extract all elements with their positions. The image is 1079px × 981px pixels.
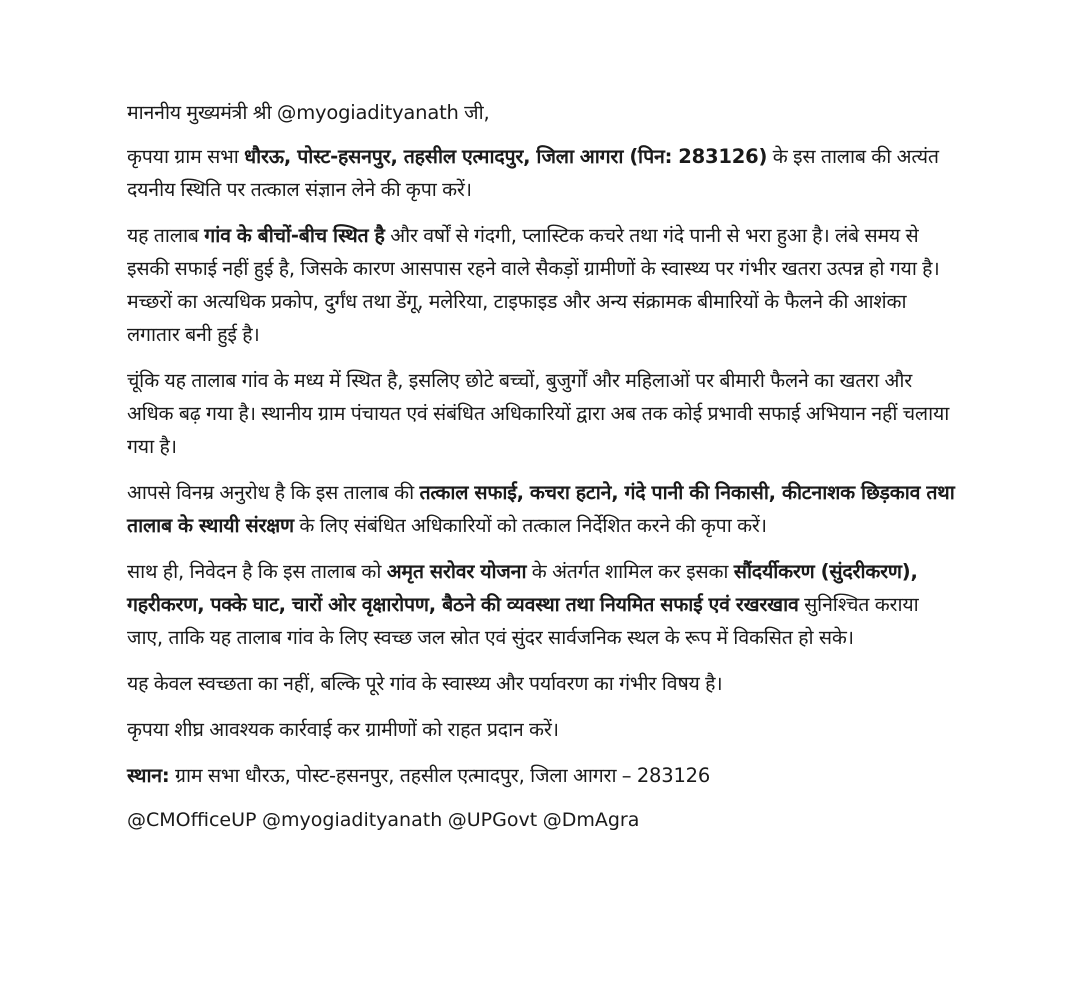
p5-bold-scheme: अमृत सरोवर योजना bbox=[386, 560, 527, 583]
paragraph-4 bbox=[127, 476, 957, 542]
paragraph-7: कृपया शीघ्र आवश्यक कार्रवाई कर ग्रामीणों को राहत प्रदान करें। bbox=[127, 718, 559, 741]
place-line bbox=[127, 759, 957, 792]
p4-text-1: आपसे विनम्र अनुरोध है कि इस तालाब की bbox=[127, 481, 420, 504]
p4-bold-request: तत्काल सफाई, कचरा हटाने, गंदे पानी की निकासी, कीटनाशक छिड़काव तथा तालाब के स्थायी संरक्षण bbox=[127, 481, 955, 537]
place-label: स्थान: bbox=[127, 764, 170, 787]
paragraph-6: यह केवल स्वच्छता का नहीं, बल्कि पूरे गांव के स्वास्थ्य और पर्यावरण का गंभीर विषय है। bbox=[127, 672, 723, 695]
paragraph-5 bbox=[127, 555, 957, 654]
paragraph-3: चूंकि यह तालाब गांव के मध्य में स्थित है, इसलिए छोटे बच्चों, बुजुर्गों और महिलाओं पर बीमारी फैलने का खतरा और अधिक बढ़ गया है। स्थानीय ग्राम पंचायत एवं संबंधित अधिकारियों द्वारा अब तक कोई प्रभावी सफाई अभियान नहीं चलाया गया है। bbox=[127, 369, 950, 458]
paragraph-2 bbox=[127, 219, 957, 351]
p5-text-3: सुनिश्चित कराया जाए, ताकि यह तालाब गांव के लिए स्वच्छ जल स्रोत एवं सुंदर सार्वजनिक स्थल के रूप में विकसित हो सके। bbox=[127, 593, 919, 649]
p1-bold-address: धौरऊ, पोस्ट-हसनपुर, तहसील एत्मादपुर, जिला आगरा (पिन: 283126) bbox=[244, 145, 768, 168]
paragraph-1 bbox=[127, 140, 957, 206]
p2-text-1: यह तालाब bbox=[127, 224, 205, 247]
salutation: माननीय मुख्यमंत्री श्री @myogiadityanath जी, bbox=[127, 101, 490, 124]
p1-text-1: कृपया ग्राम सभा bbox=[127, 145, 245, 168]
p4-text-2: के लिए संबंधित अधिकारियों को तत्काल निर्देशित करने की कृपा करें। bbox=[293, 514, 767, 537]
p2-bold-location: गांव के बीचों-बीच स्थित है bbox=[204, 224, 385, 247]
place-value: ग्राम सभा धौरऊ, पोस्ट-हसनपुर, तहसील एत्मादपुर, जिला आगरा – 283126 bbox=[169, 764, 711, 787]
mention-tags: @CMOfficeUP @myogiadityanath @UPGovt @DmAgra bbox=[127, 809, 640, 831]
p5-text-2: के अंतर्गत शामिल कर इसका bbox=[526, 560, 734, 583]
p5-bold-works: सौंदर्यीकरण (सुंदरीकरण), गहरीकरण, पक्के घाट, चारों ओर वृक्षारोपण, बैठने की व्यवस्था तथा नियमित सफाई एवं रखरखाव bbox=[127, 560, 918, 616]
p1-text-2: के इस तालाब की अत्यंत दयनीय स्थिति पर तत्काल संज्ञान लेने की कृपा करें। bbox=[127, 145, 939, 201]
letter bbox=[127, 96, 957, 848]
p5-text-1: साथ ही, निवेदन है कि इस तालाब को bbox=[127, 560, 387, 583]
p2-text-2: और वर्षों से गंदगी, प्लास्टिक कचरे तथा गंदे पानी से भरा हुआ है। लंबे समय से इसकी सफाई नहीं हुई है, जिसके कारण आसपास रहने वाले सैकड़ों ग्रामीणों के स्वास्थ्य पर गंभीर खतरा उत्पन्न हो गया है। मच्छरों का अत्यधिक प्रकोप, दुर्गंध तथा डेंगू, मलेरिया, टाइफाइड और अन्य संक्रामक बीमारियों के फैलने की आशंका लगातार बनी हुई है। bbox=[127, 224, 940, 346]
